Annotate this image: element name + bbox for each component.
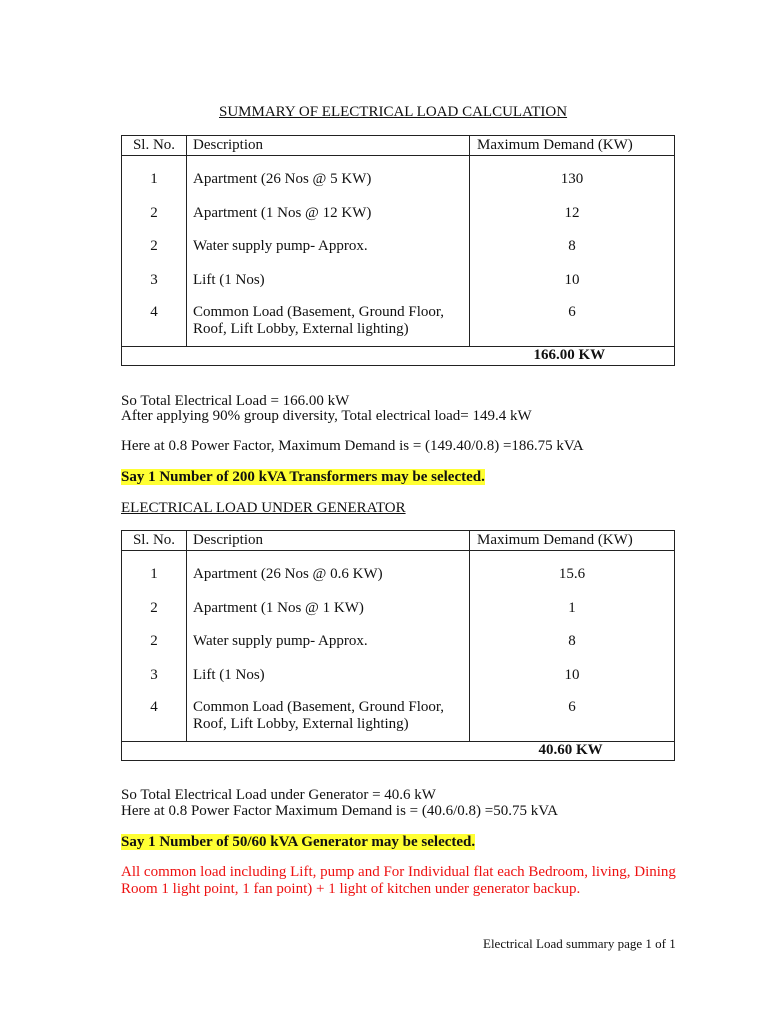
- header-max-demand: Maximum Demand (KW): [470, 531, 675, 551]
- total-row: [122, 742, 675, 761]
- row-desc-line2: Roof, Lift Lobby, External lighting): [193, 716, 409, 732]
- generator-power-factor-note: Here at 0.8 Power Factor Maximum Demand is = (40.6/0.8) =50.75 kVA: [121, 803, 558, 819]
- table-row: [122, 204, 675, 238]
- row-kw: 6: [470, 699, 675, 742]
- table-header-row: [122, 136, 675, 156]
- power-factor-note: Here at 0.8 Power Factor, Maximum Demand is = (149.40/0.8) =186.75 kVA: [121, 438, 584, 454]
- row-sl: 2: [122, 599, 187, 633]
- total-row: [122, 347, 675, 366]
- row-sl: 4: [122, 699, 187, 742]
- row-desc: Lift (1 Nos): [187, 666, 470, 700]
- table-row: [122, 632, 675, 666]
- row-kw: 15.6: [470, 565, 675, 599]
- table-row: [122, 565, 675, 599]
- row-sl: 2: [122, 632, 187, 666]
- row-kw: 1: [470, 599, 675, 633]
- row-desc: Apartment (1 Nos @ 12 KW): [187, 204, 470, 238]
- row-desc: Apartment (26 Nos @ 5 KW): [187, 170, 470, 204]
- page-footer: Electrical Load summary page 1 of 1: [483, 936, 676, 951]
- row-desc: Water supply pump- Approx.: [187, 237, 470, 271]
- row-kw: 130: [470, 170, 675, 204]
- row-kw: 8: [470, 632, 675, 666]
- header-description: Description: [187, 531, 470, 551]
- table-row: [122, 666, 675, 700]
- row-kw: 8: [470, 237, 675, 271]
- header-sl-no: Sl. No.: [122, 531, 187, 551]
- section2-title: ELECTRICAL LOAD UNDER GENERATOR: [121, 500, 406, 516]
- row-kw: 12: [470, 204, 675, 238]
- table-row: [122, 599, 675, 633]
- table-row: [122, 271, 675, 305]
- row-sl: 1: [122, 170, 187, 204]
- transformer-selection-highlight: Say 1 Number of 200 kVA Transformers may be selected.: [121, 469, 485, 485]
- section1-title: SUMMARY OF ELECTRICAL LOAD CALCULATION: [219, 104, 568, 120]
- row-kw: 6: [470, 304, 675, 347]
- total-load-note: So Total Electrical Load = 166.00 kW: [121, 393, 350, 409]
- table-row: [122, 170, 675, 204]
- total-value: 166.00 KW: [470, 347, 675, 366]
- row-sl: 3: [122, 666, 187, 700]
- row-desc-line2: Roof, Lift Lobby, External lighting): [193, 321, 409, 337]
- row-sl: 2: [122, 204, 187, 238]
- generator-backup-note-line1: All common load including Lift, pump and For Individual flat each Bedroom, living, Dining: [121, 864, 676, 880]
- table-row: [122, 304, 675, 347]
- row-desc: Apartment (26 Nos @ 0.6 KW): [187, 565, 470, 599]
- header-max-demand: Maximum Demand (KW): [470, 136, 675, 156]
- load-table-2: [121, 530, 675, 761]
- table-header-row: [122, 531, 675, 551]
- row-sl: 2: [122, 237, 187, 271]
- row-desc-line1: Common Load (Basement, Ground Floor,: [193, 304, 445, 320]
- row-desc-line1: Common Load (Basement, Ground Floor,: [193, 699, 445, 715]
- row-desc: Lift (1 Nos): [187, 271, 470, 305]
- row-desc: [187, 699, 470, 742]
- row-desc: [187, 304, 470, 347]
- generator-total-note: So Total Electrical Load under Generator = 40.6 kW: [121, 787, 436, 803]
- generator-backup-note-line2: Room 1 light point, 1 fan point) + 1 light of kitchen under generator backup.: [121, 881, 581, 897]
- header-description: Description: [187, 136, 470, 156]
- header-sl-no: Sl. No.: [122, 136, 187, 156]
- row-desc: Water supply pump- Approx.: [187, 632, 470, 666]
- row-kw: 10: [470, 666, 675, 700]
- table-row: [122, 699, 675, 742]
- row-kw: 10: [470, 271, 675, 305]
- diversity-note: After applying 90% group diversity, Total electrical load= 149.4 kW: [121, 408, 532, 424]
- load-table-1: [121, 135, 675, 366]
- total-value: 40.60 KW: [470, 742, 675, 761]
- row-sl: 3: [122, 271, 187, 305]
- row-sl: 4: [122, 304, 187, 347]
- row-sl: 1: [122, 565, 187, 599]
- table-row: [122, 237, 675, 271]
- row-desc: Apartment (1 Nos @ 1 KW): [187, 599, 470, 633]
- generator-selection-highlight: Say 1 Number of 50/60 kVA Generator may be selected.: [121, 834, 476, 850]
